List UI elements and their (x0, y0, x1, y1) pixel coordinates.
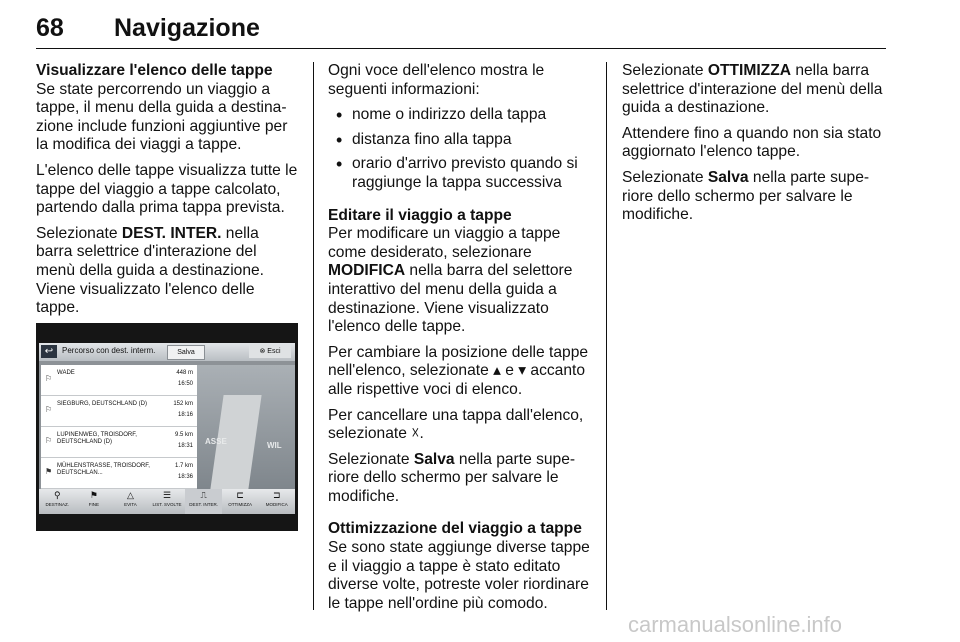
header-rule (36, 48, 886, 49)
close-circle-icon: ⊗ (259, 348, 268, 355)
page-header (36, 0, 886, 50)
watermark: carmanualsonline.info (628, 612, 843, 637)
page-number: 68 (36, 14, 64, 42)
column-2 (328, 62, 594, 620)
flag-icon: ⚐ (45, 405, 53, 414)
flag-icon: ⚐ (45, 374, 53, 383)
waypoint-row[interactable]: ⚑ MÜHLENSTRASSE, TROISDORF, DEUTSCHLAN... 1.7 km 18:36 (41, 458, 197, 489)
paragraph: Per cambiare la posizione delle tappe nell'elenco, selezionate ▴ e ▾ accanto alle rispettive voci di elenco. (328, 343, 589, 398)
search-icon: ⚲ (53, 490, 61, 500)
map-street-label: ASSE (205, 437, 227, 446)
map-view[interactable] (197, 365, 295, 489)
nav-screen (39, 343, 295, 514)
waypoint-row[interactable]: ⚐ LUPINENWEG, TROISDORF, DEUTSCHLAND (D) 9.5 km 18:31 (41, 427, 197, 458)
paragraph: Se sono state aggiunge diverse tappe e il viaggio a tappe è stato editato diverse volte, potreste voler riordinare le tappe nell'ordine più comodo. (328, 539, 590, 612)
exit-button[interactable]: ⊗ Esci (249, 345, 291, 358)
optimize-icon: ⊏ (236, 490, 244, 500)
paragraph: Selezionate Salva nella parte superiore dello schermo per salvare le modifiche. (622, 168, 870, 224)
paragraph: L'elenco delle tappe visualizza tutte le tappe del viaggio a tappe calcolato, partendo dalla prima tappa prevista. (36, 161, 298, 217)
section-heading-optimize-trip: Ottimizzazione del viaggio a tappe (328, 520, 582, 538)
keyword-ottimizza: OTTIMIZZA (707, 62, 791, 79)
selector-evita[interactable]: △ EVITA (112, 489, 149, 514)
destination-flag-icon: ⚑ (45, 467, 53, 476)
column-3 (622, 62, 892, 232)
column-1 (36, 62, 298, 325)
screen-top-bar (39, 343, 295, 361)
list-icon: ☰ (162, 490, 172, 500)
navigation-screenshot (36, 323, 298, 531)
list-item: • orario d'arrivo previsto quando si raggiunge la tappa successiva (328, 155, 594, 192)
warning-icon: △ (126, 490, 134, 500)
back-button[interactable] (41, 345, 57, 358)
keyword-salva: Salva (413, 450, 455, 468)
keyword-salva: Salva (707, 168, 749, 186)
selector-fine[interactable]: ⚑ FINE (76, 489, 113, 514)
waypoint-row[interactable]: ⚐ SIEGBURG, DEUTSCHLAND (D) 152 km 18:16 (41, 396, 197, 427)
paragraph: Selezionate OTTIMIZZA nella barra selettrice d'interazione del menù della guida a destinazione. (622, 62, 883, 117)
waypoint-list (41, 365, 197, 489)
selector-ottimizza[interactable]: ⊏ OTTIMIZZA (222, 489, 259, 514)
back-arrow-icon: ↩ (44, 346, 54, 357)
flag-icon: ⚐ (45, 436, 53, 445)
route-title: Percorso con dest. interm. (62, 346, 156, 355)
waypoint-row[interactable]: ⚐ WADE 448 m 16:50 (41, 365, 197, 396)
selector-list-svolte[interactable]: ☰ LIST. SVOLTE (149, 489, 186, 514)
interaction-selector-bar (39, 489, 295, 514)
paragraph: Per modificare un viaggio a tappe come desiderato, selezionare MODIFICA nella barra del selettore interattivo del menu della guida a destinazione. Viene visualizzato l'elenco delle tappe. (328, 225, 573, 336)
flag-icon: ⚑ (89, 490, 98, 500)
info-bullet-list (328, 106, 594, 192)
selector-destinaz[interactable]: ⚲ DESTINAZ. (39, 489, 76, 514)
edit-icon: ⊐ (272, 490, 281, 500)
paragraph: Selezionate DEST. INTER. nella barra selettrice d'interazione del menù della guida a destinazione. Viene visualizzato l'elenco delle tappe. (36, 224, 265, 317)
keyword-dest-inter: DEST. INTER. (121, 224, 222, 242)
list-item: • nome o indirizzo della tappa (328, 106, 594, 125)
column-divider (313, 62, 314, 610)
waypoint-icon: ⎍ (200, 490, 207, 500)
selector-modifica[interactable]: ⊐ MODIFICA (258, 489, 295, 514)
column-divider (606, 62, 607, 610)
keyword-modifica: MODIFICA (328, 262, 406, 280)
list-item: • distanza fino alla tappa (328, 131, 594, 150)
paragraph: Se state percorrendo un viaggio a tappe, il menu della guida a destinazione include funzioni aggiuntive per la modifica dei viaggi a tappe. (36, 80, 288, 154)
map-street-label: WIL (267, 441, 282, 450)
save-button[interactable]: Salva (167, 345, 205, 360)
paragraph: Ogni voce dell'elenco mostra le seguenti informazioni: (328, 62, 545, 98)
section-heading-waypoint-list: Visualizzare l'elenco delle tappe (36, 62, 273, 79)
section-heading-edit-trip: Editare il viaggio a tappe (328, 206, 512, 224)
paragraph: Selezionate Salva nella parte superiore dello schermo per salvare le modifiche. (328, 450, 576, 505)
paragraph: Per cancellare una tappa dall'elenco, selezionate ☓. (328, 406, 584, 443)
selector-dest-inter[interactable]: ⎍ DEST. INTER. (185, 489, 222, 514)
page-title: Navigazione (114, 14, 260, 42)
paragraph: Attendere fino a quando non sia stato aggiornato l'elenco tappe. (622, 124, 882, 161)
